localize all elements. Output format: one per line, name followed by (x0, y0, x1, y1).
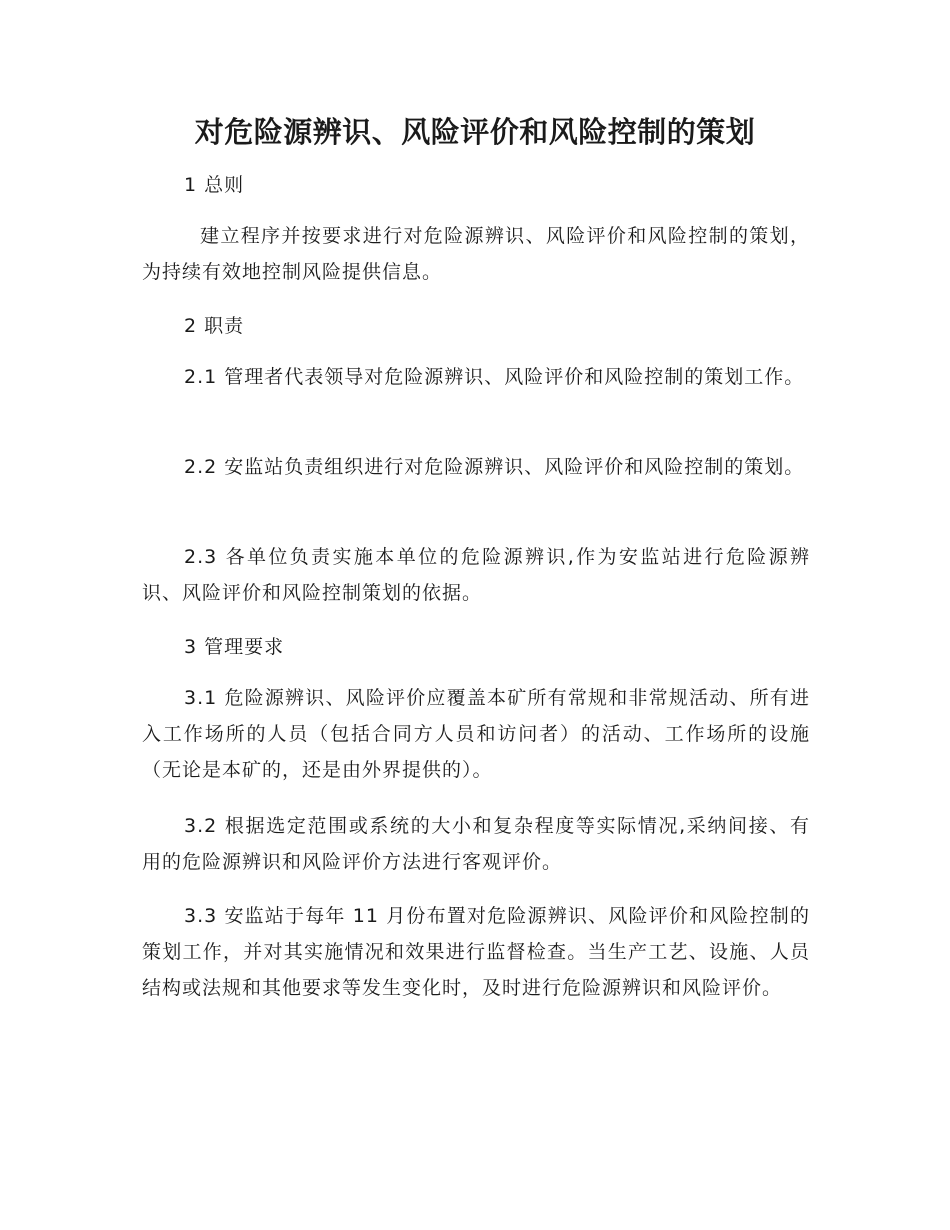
section-1-paragraph (142, 218, 810, 290)
section-2-paragraph-1 (142, 359, 810, 395)
paragraph-text: 3.2 根据选定范围或系统的大小和复杂程度等实际情况,采纳间接、有用的危险源辨识和风险评价方法进行客观评价。 (142, 815, 810, 873)
section-2-heading (142, 308, 810, 344)
section-3-paragraph-3 (142, 898, 810, 1006)
paragraph-text: 2.3 各单位负责实施本单位的危险源辨识,作为安监站进行危险源辨识、风险评价和风险控制策划的依据。 (142, 546, 810, 604)
section-3-paragraph-1 (142, 680, 810, 788)
section-3-paragraph-2 (142, 808, 810, 880)
document-title: 对危险源辨识、风险评价和风险控制的策划 (194, 115, 756, 149)
paragraph-text: 2.1 管理者代表领导对危险源辨识、风险评价和风险控制的策划工作。 (184, 366, 805, 388)
paragraph-text: 3.3 安监站于每年 11 月份布置对危险源辨识、风险评价和风险控制的策划工作，并对其实施情况和效果进行监督检查。当生产工艺、设施、人员结构或法规和其他要求等发生变化时，及时进行危险源辨识和风险评价。 (142, 905, 810, 999)
section-2-paragraph-3 (142, 539, 810, 611)
heading-text: 3 管理要求 (184, 636, 285, 658)
section-1-heading (142, 167, 810, 203)
heading-text: 1 总则 (184, 174, 245, 196)
paragraph-text: 2.2 安监站负责组织进行对危险源辨识、风险评价和风险控制的策划。 (184, 456, 805, 478)
paragraph-text: 建立程序并按要求进行对危险源辨识、风险评价和风险控制的策划，为持续有效地控制风险提供信息。 (142, 225, 810, 283)
section-3-heading (142, 629, 810, 665)
heading-text: 2 职责 (184, 315, 245, 337)
section-2-paragraph-2 (142, 449, 810, 485)
paragraph-text: 3.1 危险源辨识、风险评价应覆盖本矿所有常规和非常规活动、所有进入工作场所的人员（包括合同方人员和访问者）的活动、工作场所的设施（无论是本矿的，还是由外界提供的）。 (142, 687, 810, 781)
